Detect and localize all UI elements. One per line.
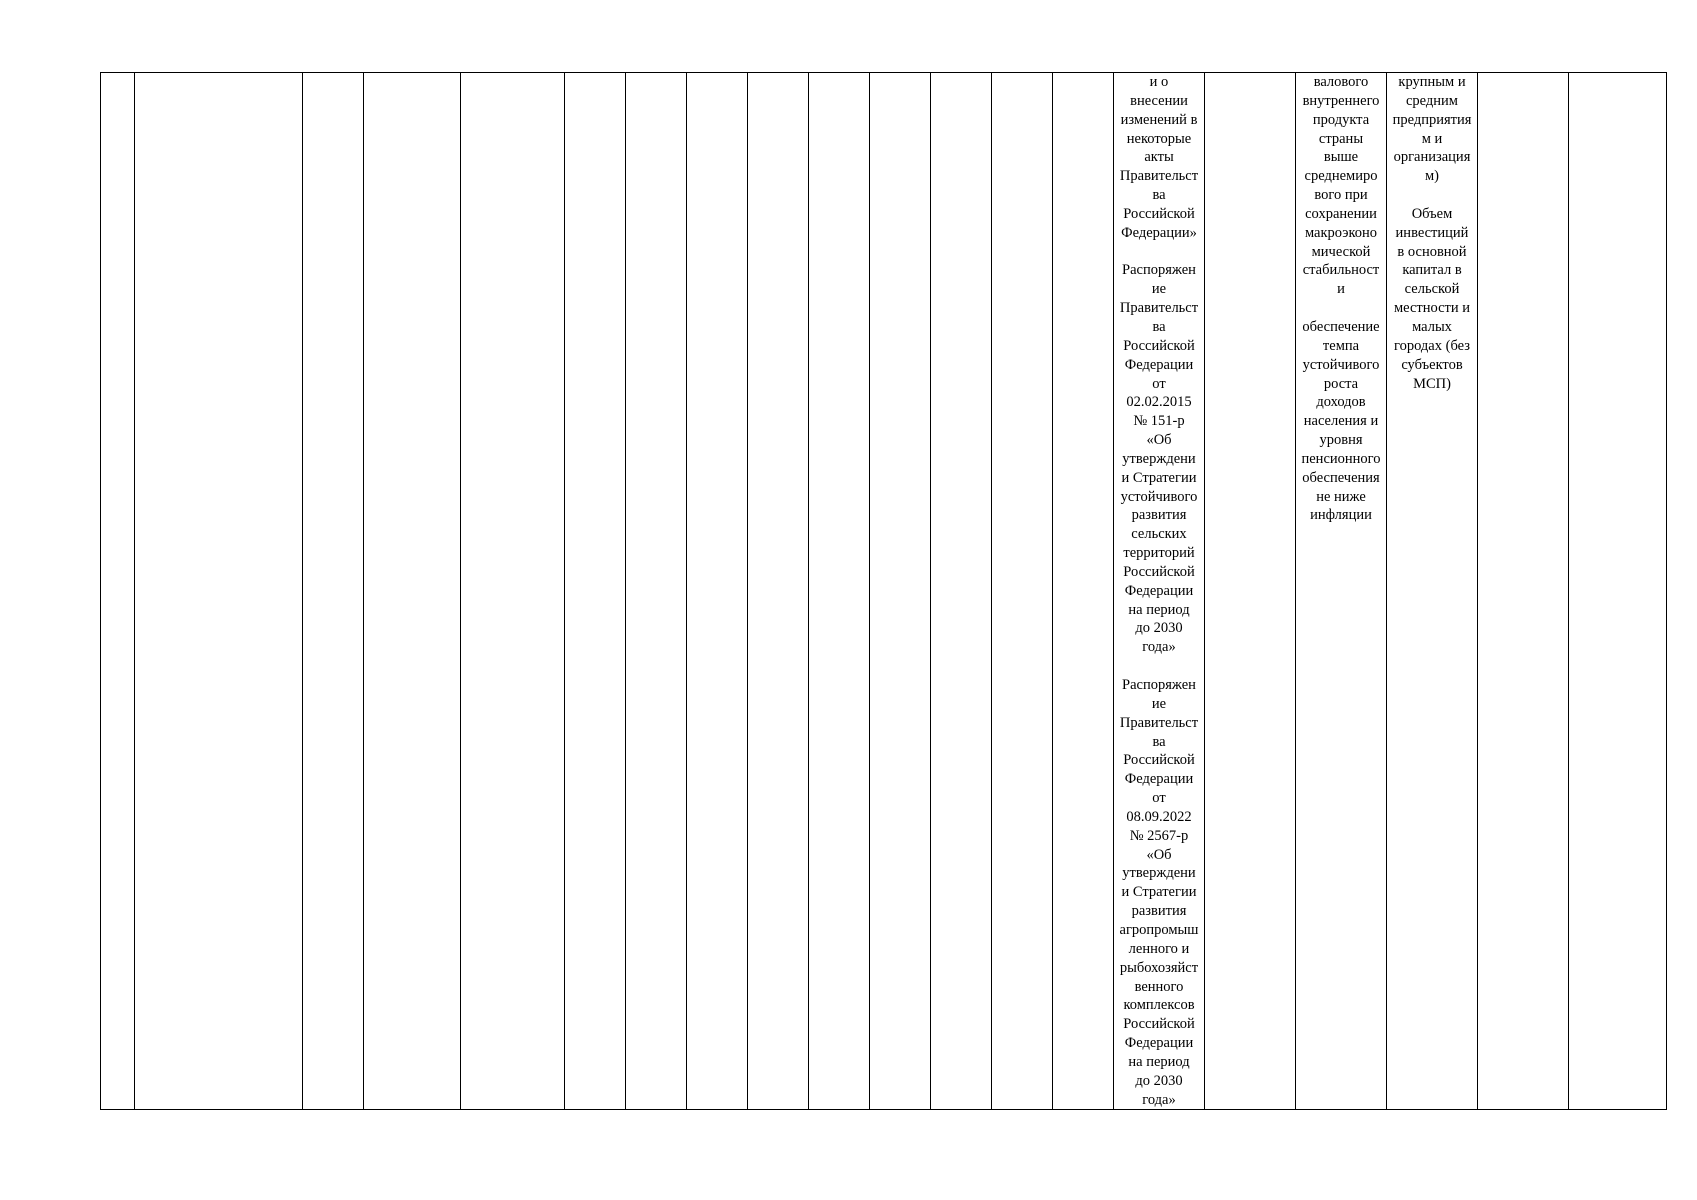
table-cell-empty bbox=[748, 73, 809, 1110]
table-row bbox=[101, 73, 1667, 1110]
table-cell-empty bbox=[1205, 73, 1296, 1110]
table-cell-empty bbox=[101, 73, 135, 1110]
table-cell-empty bbox=[303, 73, 364, 1110]
indicators-text: крупным и средним предприятия м и организация м) Объем инвестиций в основной капитал в сельской местности и малых городах (без субъектов МСП) bbox=[1392, 74, 1472, 392]
table-cell-legal-acts bbox=[1114, 73, 1205, 1110]
table-cell-empty bbox=[626, 73, 687, 1110]
table-cell-goals bbox=[1296, 73, 1387, 1110]
table-cell-empty bbox=[565, 73, 626, 1110]
table-cell-empty bbox=[1053, 73, 1114, 1110]
table-cell-indicators bbox=[1387, 73, 1478, 1110]
table-cell-empty bbox=[135, 73, 303, 1110]
goals-text: валового внутреннего продукта страны выше среднемиро вого при сохранении макроэконо мической стабильност и обеспечение темпа устойчивого роста доходов населения и уровня пенсионного обеспечения не ниже инфляции bbox=[1301, 74, 1381, 524]
table-cell-empty bbox=[364, 73, 461, 1110]
table-cell-empty bbox=[870, 73, 931, 1110]
table-cell-empty bbox=[992, 73, 1053, 1110]
document-table bbox=[100, 72, 1667, 1110]
table-cell-empty bbox=[461, 73, 565, 1110]
legal-acts-text: и о внесении изменений в некоторые акты Правительст ва Российской Федерации» Распоряжен ие Правительст ва Российской Федерации от 02.02.2015 № 151-р «Об утверждени и Стратегии устойчивого развития сельских территорий Российской Федерации на период до 2030 года» Распоряжен ие Правительст ва Российской Федерации от 08.09.2022 № 2567-р «Об утверждени и Стратегии развития агропромыш ленного и рыбохозяйст венного комплексов Российской Федерации на период до 2030 года» bbox=[1119, 74, 1199, 1108]
table-cell-empty bbox=[809, 73, 870, 1110]
table-cell-empty bbox=[931, 73, 992, 1110]
table-cell-empty bbox=[687, 73, 748, 1110]
table-cell-empty bbox=[1569, 73, 1667, 1110]
table-cell-empty bbox=[1478, 73, 1569, 1110]
